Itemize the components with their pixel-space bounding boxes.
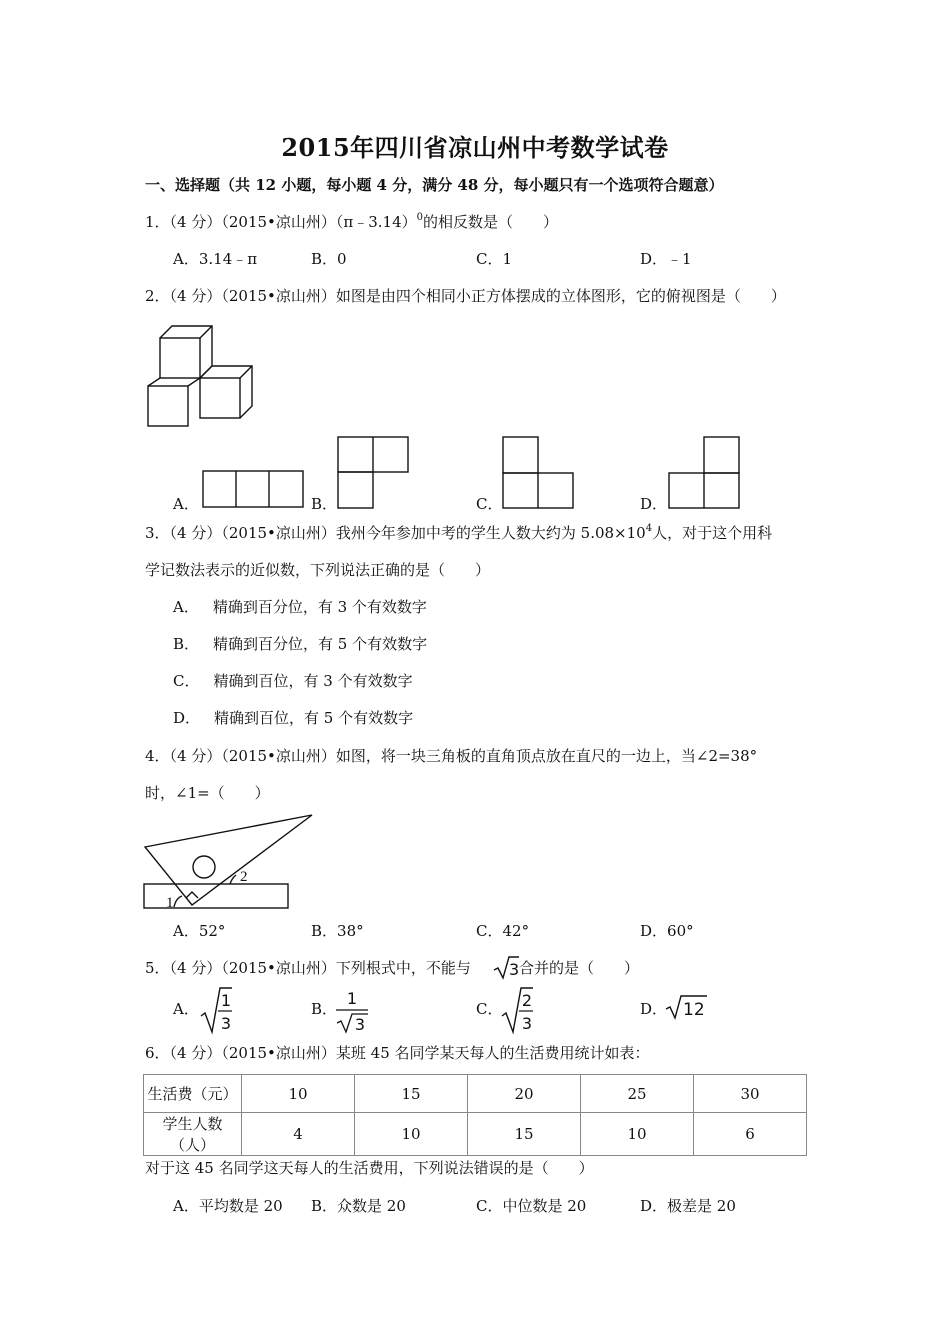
table-row-header: 生活费（元） (144, 1075, 242, 1113)
q6-option-a[interactable]: A．平均数是 20 (173, 1197, 283, 1215)
table-cell: 10 (581, 1113, 694, 1156)
q2-option-a-figure[interactable] (202, 470, 306, 510)
section-heading: 一、选择题（共 12 小题，每小题 4 分，满分 48 分，每小题只有一个选项符合题意） (145, 176, 724, 194)
q2-option-a[interactable]: A． (173, 495, 199, 513)
q6-option-c[interactable]: C．中位数是 20 (476, 1197, 587, 1215)
q2-option-b[interactable]: B． (311, 495, 338, 513)
q1-option-d[interactable]: D．﹣1 (640, 250, 692, 268)
q5-option-c[interactable]: C． (476, 1000, 503, 1018)
q1-option-b[interactable]: B．0 (311, 250, 347, 268)
option-text: 精确到百位，有 3 个有效数字 (213, 672, 413, 690)
q5-b-numerator: 1 (346, 989, 358, 1008)
question-3-text: 3．（4 分）（2015•凉山州）我州今年参加中考的学生人数大约为 5.08×10 (145, 524, 646, 542)
q2-option-c-figure[interactable] (502, 436, 574, 510)
question-1-text-end: 的相反数是（ ） (423, 213, 559, 231)
q5-c-denominator: 3 (521, 1014, 533, 1033)
cube-stack-figure (140, 320, 260, 430)
table-row-header: 学生人数（人） (144, 1113, 242, 1156)
option-label: B． (173, 635, 200, 653)
question-2-text: 2．（4 分）（2015•凉山州）如图是由四个相同小正方体摆成的立体图形，它的俯视图是（ ） (145, 287, 786, 305)
angle-2-label: 2 (240, 869, 248, 885)
q5-d-radicand: 12 (683, 1000, 705, 1020)
option-text: 精确到百分位，有 5 个有效数字 (213, 635, 428, 653)
q6-option-b[interactable]: B．众数是 20 (311, 1197, 406, 1215)
question-1-exponent: 0 (416, 212, 424, 223)
q3-option-a[interactable] (173, 597, 427, 617)
q5-option-b[interactable]: B． (311, 1000, 338, 1018)
table-row (144, 1075, 807, 1113)
q6-option-d[interactable]: D．极差是 20 (640, 1197, 736, 1215)
question-3-exponent: 4 (645, 523, 653, 534)
statistics-table (143, 1074, 807, 1156)
table-row (144, 1113, 807, 1156)
q4-option-d[interactable]: D．60° (640, 922, 694, 940)
table-cell: 30 (694, 1075, 807, 1113)
q2-option-c[interactable]: C． (476, 495, 503, 513)
q4-option-c[interactable]: C．42° (476, 922, 530, 940)
table-cell: 25 (581, 1075, 694, 1113)
question-4-line-2: 时，∠1=（ ） (145, 784, 270, 802)
option-label: D． (173, 709, 201, 727)
q1-option-c[interactable]: C．1 (476, 250, 513, 268)
q5-a-numerator: 1 (220, 991, 232, 1010)
q2-option-d[interactable]: D． (640, 495, 668, 513)
q2-option-b-figure[interactable] (337, 436, 411, 510)
triangle-ruler-figure (140, 812, 320, 912)
q4-option-b[interactable]: B．38° (311, 922, 364, 940)
table-cell: 6 (694, 1113, 807, 1156)
option-label: C． (173, 672, 200, 690)
q3-option-c[interactable] (173, 671, 413, 691)
q2-option-d-figure[interactable] (668, 436, 742, 510)
q5-a-denominator: 3 (220, 1014, 232, 1033)
option-text: 精确到百分位，有 3 个有效数字 (212, 598, 427, 616)
q5-inline-radical (493, 955, 519, 981)
option-text: 精确到百位，有 5 个有效数字 (214, 709, 414, 727)
option-label: A． (173, 598, 199, 616)
question-4-line-1: 4．（4 分）（2015•凉山州）如图，将一块三角板的直角顶点放在直尺的一边上，当∠2=38° (145, 747, 758, 765)
table-cell: 4 (242, 1113, 355, 1156)
table-cell: 15 (355, 1075, 468, 1113)
angle-1-label: 1 (166, 895, 174, 911)
q5-c-numerator: 2 (521, 991, 533, 1010)
question-5-text-end: 合并的是（ ） (519, 959, 640, 977)
question-3-line-1 (145, 523, 772, 543)
q5-option-a[interactable]: A． (173, 1000, 199, 1018)
q3-option-b[interactable] (173, 634, 427, 654)
q5-b-denominator: 3 (354, 1015, 366, 1034)
question-1 (145, 212, 558, 232)
table-cell: 15 (468, 1113, 581, 1156)
question-3-text-end: 人，对于这个用科 (652, 524, 773, 542)
table-cell: 10 (242, 1075, 355, 1113)
q3-option-d[interactable] (173, 708, 413, 728)
q5-option-a-figure[interactable] (200, 986, 232, 1034)
table-cell: 10 (355, 1113, 468, 1156)
q5-inline-radicand: 3 (509, 960, 520, 979)
q5-option-d-figure[interactable] (665, 994, 707, 1020)
q5-option-d[interactable]: D． (640, 1000, 668, 1018)
page-title: 2015年四川省凉山州中考数学试卷 (281, 133, 669, 162)
q4-option-a[interactable]: A．52° (173, 922, 226, 940)
question-6-after-text: 对于这 45 名同学这天每人的生活费用，下列说法错误的是（ ） (145, 1159, 594, 1177)
table-cell: 20 (468, 1075, 581, 1113)
question-3-line-2: 学记数法表示的近似数，下列说法正确的是（ ） (145, 561, 491, 579)
question-1-text: 1．（4 分）（2015•凉山州）（π﹣3.14） (145, 213, 417, 231)
question-6-text: 6．（4 分）（2015•凉山州）某班 45 名同学某天每人的生活费用统计如表： (145, 1044, 650, 1062)
question-5-text: 5．（4 分）（2015•凉山州）下列根式中，不能与 (145, 959, 471, 977)
q1-option-a[interactable]: A．3.14﹣π (173, 250, 258, 268)
q5-option-b-figure[interactable] (334, 986, 368, 1034)
q5-option-c-figure[interactable] (501, 986, 533, 1034)
